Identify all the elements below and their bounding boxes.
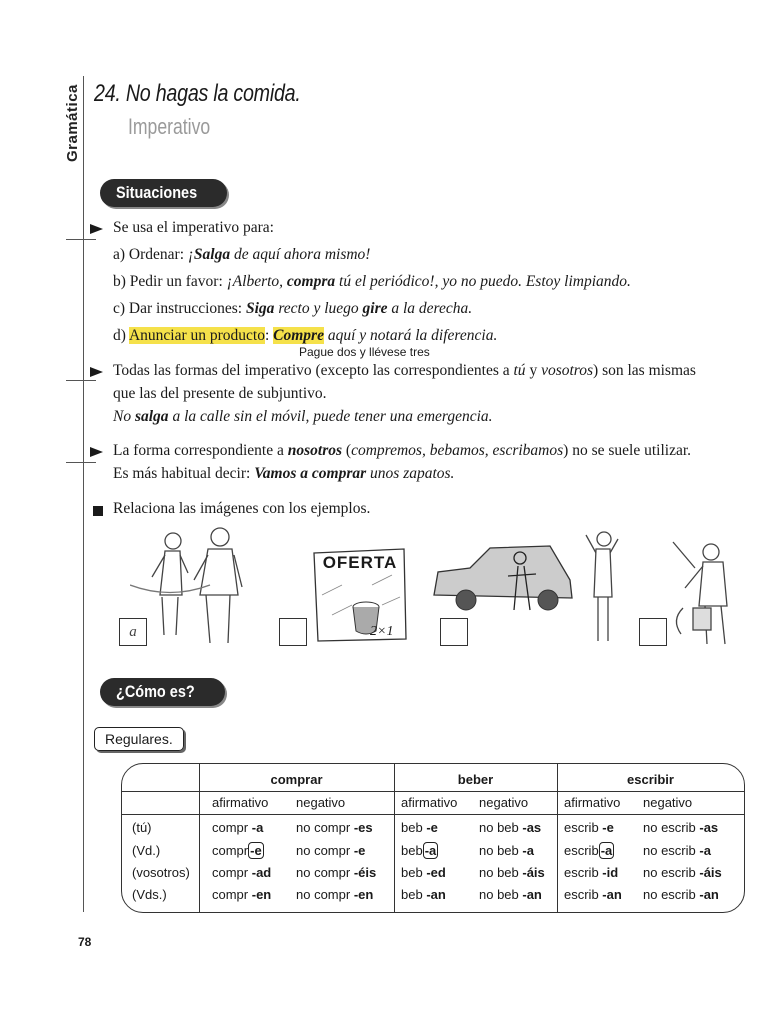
handwritten-note: Pague dos y llévese tres <box>299 345 430 359</box>
conjugation-cell: no beb -a <box>479 843 534 858</box>
conjugation-cell: escrib -a <box>564 843 613 858</box>
subheader-afirmativo: afirmativo <box>401 795 458 810</box>
conjugation-cell: beb -e <box>401 820 438 835</box>
conjugation-cell: no beb -as <box>479 820 542 835</box>
section-heading-como-es: ¿Cómo es? <box>100 678 225 706</box>
subheader-afirmativo: afirmativo <box>212 795 269 810</box>
paragraph-2-line-1: Todas las formas del imperativo (excepto las correspondientes a tú y vosotros) son las mismas <box>113 362 696 379</box>
conjugation-cell: no beb -an <box>479 887 542 902</box>
answer-box-3[interactable] <box>440 618 468 646</box>
verb-header-beber: beber <box>457 772 494 787</box>
person-label: (tú) <box>132 820 152 835</box>
answer-box-4[interactable] <box>639 618 667 646</box>
item-a: a) Ordenar: ¡Salga de aquí ahora mismo! <box>113 246 371 263</box>
subheader-negativo: negativo <box>643 795 693 810</box>
subheader-negativo: negativo <box>479 795 529 810</box>
exercise-instruction: Relaciona las imágenes con los ejemplos. <box>113 500 371 517</box>
conjugation-cell: no escrib -an <box>643 887 719 902</box>
square-bullet-icon <box>93 506 103 516</box>
paragraph-2-line-2: que las del presente de subjuntivo. <box>113 385 327 402</box>
highlight-anunciar: Anunciar un producto <box>128 327 265 344</box>
conjugation-cell: compr -a <box>212 820 264 835</box>
item-b: b) Pedir un favor: ¡Alberto, compra tú el periódico!, yo no puedo. Estoy limpiando. <box>113 273 631 290</box>
paragraph-2-example: No salga a la calle sin el móvil, puede tener una emergencia. <box>113 408 493 425</box>
regulares-label: Regulares. <box>94 727 184 751</box>
verb-header-escribir: escribir <box>627 772 674 787</box>
illustration-instructions <box>580 527 625 647</box>
illustration-order <box>130 525 260 650</box>
highlight-compre: Compre <box>273 327 324 344</box>
paragraph-intro: Se usa el imperativo para: <box>113 219 274 236</box>
conjugation-cell: escrib -an <box>564 887 622 902</box>
illustration-product <box>665 538 745 648</box>
conjugation-cell: no compr -en <box>296 887 374 902</box>
conjugation-cell: no escrib -áis <box>643 865 722 880</box>
person-label: (Vd.) <box>132 843 161 858</box>
item-d: d) Anunciar un producto: Compre aquí y notará la diferencia. <box>113 327 498 344</box>
answer-box-1[interactable]: a <box>119 618 147 646</box>
conjugation-cell: compr -ad <box>212 865 272 880</box>
conjugation-cell: escrib -id <box>564 865 619 880</box>
conjugation-cell: escrib -e <box>564 820 614 835</box>
conjugation-cell: no escrib -as <box>643 820 719 835</box>
verb-header-comprar: comprar <box>270 772 323 787</box>
oferta-tag: 2×1 <box>370 624 394 639</box>
person-label: (vosotros) <box>132 865 190 880</box>
arrow-bullet-icon <box>90 224 103 234</box>
margin-rule <box>83 76 84 912</box>
illustration-car-directions <box>430 540 575 615</box>
page-number: 78 <box>78 935 92 949</box>
page-title: 24. No hagas la comida. <box>94 80 301 107</box>
subheader-afirmativo: afirmativo <box>564 795 621 810</box>
paragraph-3-line-1: La forma correspondiente a nosotros (compremos, bebamos, escribamos) no se suele utilizar. <box>113 442 692 459</box>
conjugation-cell: beb -a <box>401 843 437 858</box>
conjugation-cell: no compr -éis <box>296 865 377 880</box>
margin-tick <box>66 239 96 240</box>
answer-box-2[interactable] <box>279 618 307 646</box>
oferta-sign: OFERTA <box>322 553 398 572</box>
conjugation-cell: no beb -áis <box>479 865 545 880</box>
conjugation-cell: beb -an <box>401 887 446 902</box>
arrow-bullet-icon <box>90 367 103 377</box>
side-label: Gramática <box>64 84 81 162</box>
arrow-bullet-icon <box>90 447 103 457</box>
paragraph-3-line-2: Es más habitual decir: Vamos a comprar unos zapatos. <box>113 465 455 482</box>
page-subtitle: Imperativo <box>128 114 211 139</box>
section-heading-situaciones: Situaciones <box>100 179 227 207</box>
margin-tick <box>66 462 96 463</box>
margin-tick <box>66 380 96 381</box>
item-c: c) Dar instrucciones: Siga recto y luego gire a la derecha. <box>113 300 473 317</box>
conjugation-cell: beb -ed <box>401 865 446 880</box>
conjugation-cell: no escrib -a <box>643 843 711 858</box>
conjugation-cell: no compr -es <box>296 820 373 835</box>
conjugation-table <box>121 763 745 913</box>
person-label: (Vds.) <box>132 887 167 902</box>
subheader-negativo: negativo <box>296 795 346 810</box>
conjugation-cell: compr -e <box>212 843 262 858</box>
conjugation-cell: compr -en <box>212 887 272 902</box>
conjugation-cell: no compr -e <box>296 843 366 858</box>
